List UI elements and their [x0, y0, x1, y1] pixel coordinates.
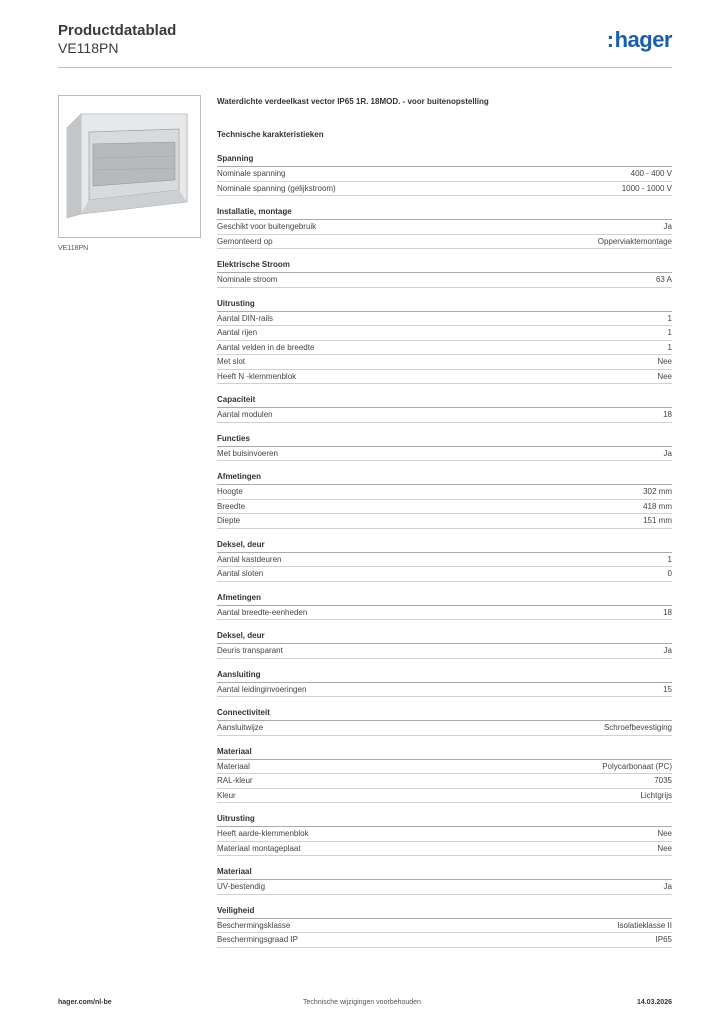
spec-group-title: Spanning: [217, 154, 672, 167]
spec-value: Nee: [657, 371, 672, 381]
spec-label: Aantal rijen: [217, 328, 258, 337]
spec-value: Nee: [657, 357, 672, 366]
spec-label: Aansluitwijze: [217, 723, 264, 732]
spec-value: 18: [663, 410, 672, 419]
spec-row: [217, 760, 672, 775]
spec-label: Beschermingsgraad IP: [217, 935, 298, 944]
footer-date: 14.03.2026: [636, 999, 672, 1006]
spec-group: [217, 154, 672, 196]
spec-value: 400 - 400 V: [630, 169, 672, 178]
spec-value: Nee: [657, 843, 672, 853]
spec-label: Hoogte: [217, 487, 243, 496]
spec-value: Lichtgrijs: [640, 790, 672, 800]
spec-label: Aantal leidinginvoeringen: [217, 684, 307, 694]
spec-row: [217, 933, 672, 948]
spec-group-title: Afmetingen: [217, 593, 672, 606]
spec-group: [217, 395, 672, 423]
spec-value: 1: [667, 554, 672, 564]
footer-disclaimer: Technische wijzigingen voorbehouden: [303, 999, 421, 1006]
spec-label: Met slot: [217, 357, 246, 366]
spec-group-title: Deksel, deur: [217, 540, 672, 553]
spec-label: Geschikt voor buitengebruik: [217, 222, 317, 231]
spec-group: [217, 906, 672, 948]
spec-value: 1: [667, 328, 672, 337]
spec-row: [217, 880, 672, 895]
spec-value: 1: [667, 342, 672, 352]
distribution-box-image-icon: [58, 95, 201, 238]
spec-value: IP65: [655, 935, 672, 944]
spec-label: Nominale spanning (gelijkstroom): [217, 183, 336, 193]
spec-value: 1000 - 1000 V: [621, 183, 672, 193]
spec-groups: [217, 154, 672, 948]
spec-label: Nominale stroom: [217, 275, 278, 284]
spec-row: [217, 683, 672, 698]
spec-group-title: Afmetingen: [217, 472, 672, 485]
spec-value: Opperviaktemontage: [597, 236, 672, 246]
spec-label: Aantal sloten: [217, 569, 264, 578]
hager-logo-icon: [607, 27, 672, 53]
spec-group: [217, 814, 672, 856]
product-code: VE118PN: [58, 40, 119, 56]
spec-group: [217, 867, 672, 895]
spec-row: [217, 606, 672, 621]
spec-group-title: Veiligheid: [217, 906, 672, 919]
spec-label: Deuris transparant: [217, 646, 283, 655]
spec-label: Kleur: [217, 790, 236, 800]
spec-value: 151 mm: [643, 516, 672, 525]
spec-row: [217, 567, 672, 582]
spec-group-title: Deksel, deur: [217, 631, 672, 644]
spec-group-title: Aansluiting: [217, 670, 672, 683]
header-divider: [58, 67, 672, 68]
spec-row: [217, 514, 672, 529]
spec-value: 1: [667, 313, 672, 323]
spec-value: 63 A: [655, 275, 672, 284]
spec-row: [217, 312, 672, 327]
spec-group: [217, 708, 672, 736]
logo-text: hager: [614, 27, 672, 52]
spec-row: [217, 827, 672, 842]
spec-label: Breedte: [217, 501, 246, 511]
spec-label: Aantal velden in de breedte: [217, 342, 315, 352]
logo-dots-icon: :: [606, 27, 614, 52]
spec-row: [217, 919, 672, 934]
spec-row: [217, 355, 672, 370]
product-description: Waterdichte verdeelkast vector IP65 1R. 18MOD. - voor buitenopstelling: [217, 97, 489, 106]
spec-group: [217, 472, 672, 529]
spec-value: 418 mm: [643, 501, 672, 511]
spec-value: Ja: [663, 646, 672, 655]
spec-value: Ja: [663, 882, 672, 891]
spec-group: [217, 747, 672, 804]
spec-group-title: Elektrische Stroom: [217, 260, 672, 273]
spec-value: 302 mm: [643, 487, 672, 496]
spec-label: Beschermingsklasse: [217, 920, 291, 930]
spec-row: [217, 326, 672, 341]
spec-label: Heeft N -klemmenblok: [217, 371, 297, 381]
spec-label: Aantal kastdeuren: [217, 554, 282, 564]
spec-row: [217, 553, 672, 568]
spec-label: Aantal breedte-eenheden: [217, 607, 308, 617]
spec-row: [217, 842, 672, 857]
spec-label: UV-bestendig: [217, 882, 266, 891]
spec-row: [217, 182, 672, 197]
image-caption: VE118PN: [58, 245, 89, 252]
spec-label: RAL-kleur: [217, 776, 253, 785]
spec-group-title: Installatie, montage: [217, 207, 672, 220]
spec-group-title: Materiaal: [217, 867, 672, 880]
spec-group-title: Uitrusting: [217, 299, 672, 312]
spec-row: [217, 721, 672, 736]
spec-group: [217, 207, 672, 249]
tech-heading: Technische karakteristieken: [217, 130, 324, 139]
spec-group: [217, 260, 672, 288]
spec-group: [217, 670, 672, 698]
spec-group: [217, 540, 672, 582]
spec-value: Isolatieklasse II: [617, 920, 672, 930]
spec-value: 7035: [654, 776, 672, 785]
spec-value: 0: [667, 569, 672, 578]
spec-row: [217, 774, 672, 789]
spec-value: Polycarbonaat (PC): [602, 761, 672, 771]
spec-group-title: Functies: [217, 434, 672, 447]
spec-label: Materiaal: [217, 761, 250, 771]
spec-value: 15: [663, 684, 672, 694]
spec-row: [217, 235, 672, 250]
spec-label: Nominale spanning: [217, 169, 286, 178]
spec-value: Schroefbevestiging: [603, 723, 672, 732]
spec-row: [217, 370, 672, 385]
spec-group: [217, 299, 672, 385]
spec-label: Heeft aarde-klemmenblok: [217, 829, 309, 838]
spec-row: [217, 408, 672, 423]
spec-row: [217, 644, 672, 659]
spec-value: Ja: [663, 222, 672, 231]
spec-group: [217, 593, 672, 621]
spec-group-title: Capaciteit: [217, 395, 672, 408]
spec-group: [217, 434, 672, 462]
spec-value: Ja: [663, 448, 672, 458]
spec-value: Nee: [657, 829, 672, 838]
spec-value: 18: [663, 607, 672, 617]
spec-row: [217, 167, 672, 182]
spec-section: [217, 97, 672, 959]
footer-website: hager.com/nl-be: [58, 999, 112, 1006]
spec-row: [217, 220, 672, 235]
spec-label: Met buisinvoeren: [217, 448, 278, 458]
spec-row: [217, 273, 672, 288]
spec-row: [217, 789, 672, 804]
spec-group-title: Uitrusting: [217, 814, 672, 827]
spec-row: [217, 447, 672, 462]
page-title: Productdatablad: [58, 22, 177, 39]
spec-label: Aantal modulen: [217, 410, 273, 419]
spec-group-title: Materiaal: [217, 747, 672, 760]
spec-group: [217, 631, 672, 659]
spec-label: Diepte: [217, 516, 241, 525]
spec-label: Gemonteerd op: [217, 236, 273, 246]
spec-label: Aantal DIN-rails: [217, 313, 274, 323]
spec-row: [217, 485, 672, 500]
spec-label: Materiaal montageplaat: [217, 843, 301, 853]
spec-row: [217, 500, 672, 515]
spec-group-title: Connectiviteit: [217, 708, 672, 721]
spec-row: [217, 341, 672, 356]
